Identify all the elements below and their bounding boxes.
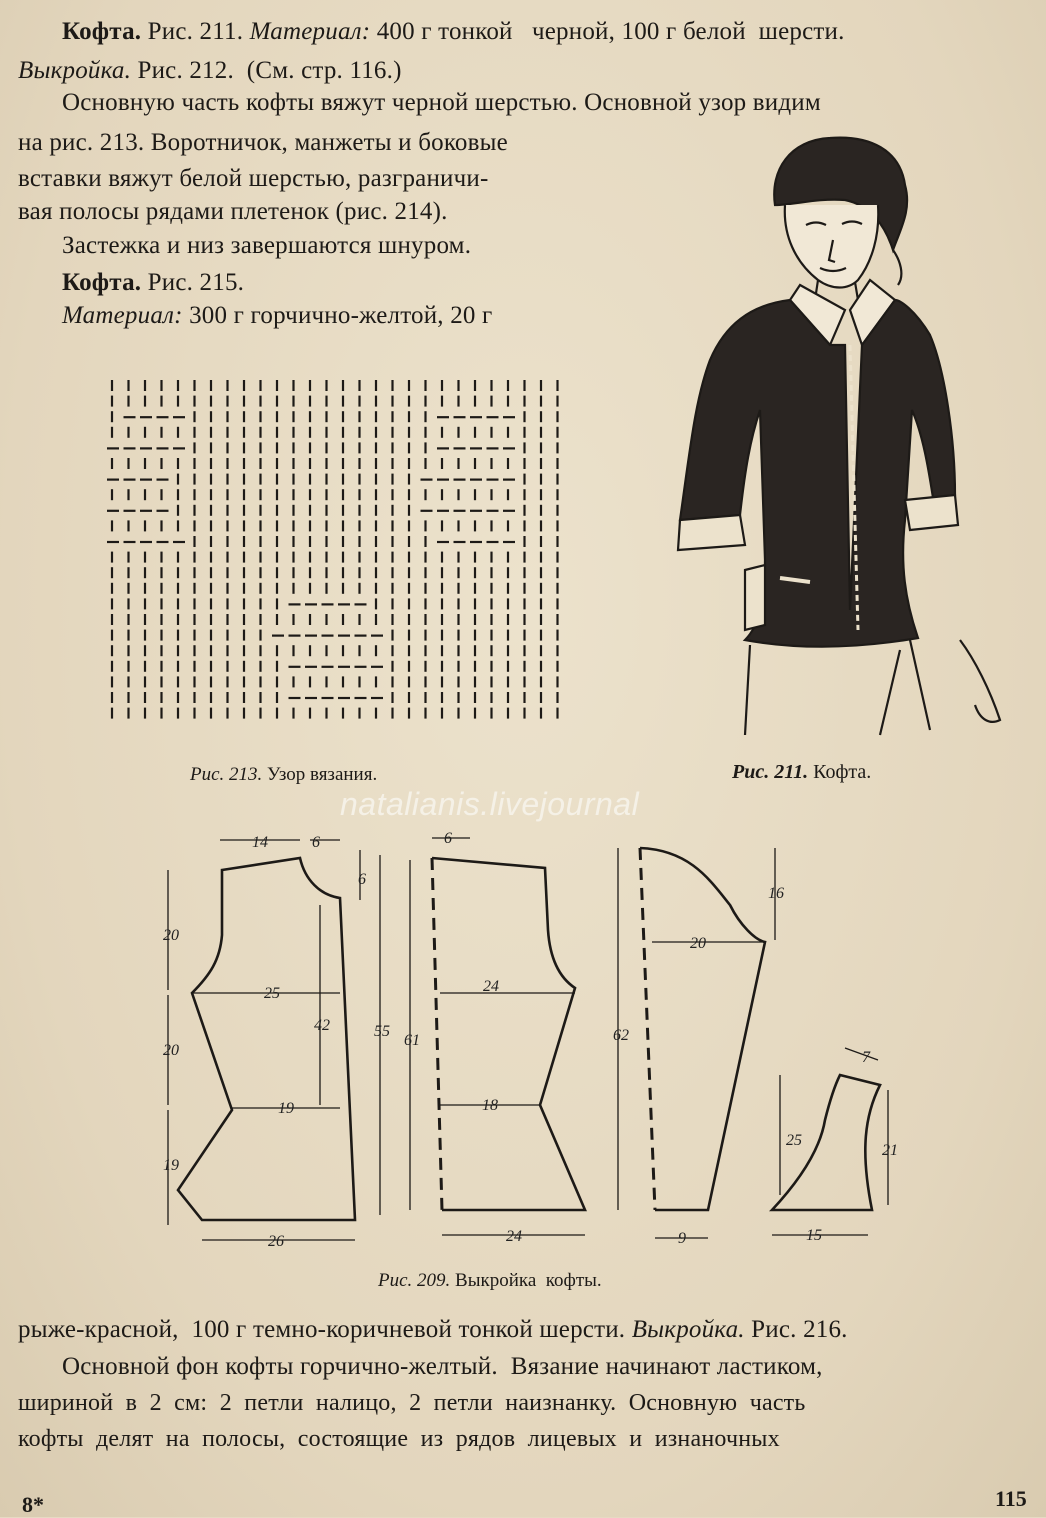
text-span: Материал: [249, 18, 371, 45]
text-span: Рис. 215. [141, 269, 245, 296]
caption-text: Выкройка кофты. [450, 1270, 602, 1291]
dim-label: 20 [690, 935, 706, 952]
dim-label: 24 [506, 1228, 522, 1245]
dim-label: 62 [613, 1027, 629, 1044]
dim-label: 15 [806, 1227, 822, 1244]
text-span: Рис. 211. [141, 18, 250, 45]
watermark: natalianis.livejournal [340, 786, 640, 822]
caption-text: Узор вязания. [262, 764, 378, 785]
dim-label: 6 [358, 871, 366, 888]
dim-label: 9 [678, 1230, 686, 1247]
heading-kofta: Кофта. [62, 18, 142, 45]
text-line-b1 [18, 1316, 848, 1344]
page-number: 115 [995, 1486, 1027, 1511]
dim-label: 18 [482, 1097, 498, 1114]
heading-kofta-2: Кофта. [62, 269, 142, 296]
text-line-3: Основную часть кофты вяжут черной шерстью. Основной узор видим [62, 89, 821, 116]
caption-label: Рис. 211. [732, 761, 809, 783]
text-span: Рис. 212. (См. стр. 116.) [131, 57, 402, 84]
caption-text: Кофта. [808, 761, 872, 783]
text-span: 300 г горчично-желтой, 20 г [182, 302, 493, 329]
text-span: рыже-красной, 100 г темно-коричневой тонкой шерсти. [18, 1316, 632, 1343]
text-line-b3: шириной в 2 см: 2 петли налицо, 2 петли наизнанку. Основную часть [18, 1390, 806, 1416]
text-span: Выкройка. [18, 57, 132, 84]
dim-label: 14 [252, 834, 268, 851]
dim-label: 25 [786, 1132, 802, 1149]
dim-label: 21 [882, 1142, 898, 1159]
dim-label: 55 [374, 1023, 390, 1040]
text-span: Материал: [62, 302, 183, 329]
text-line-6: вая полосы рядами плетенок (рис. 214). [18, 198, 448, 225]
dim-label: 42 [314, 1017, 330, 1034]
dim-label: 6 [444, 830, 452, 847]
dimension-labels [163, 830, 898, 1250]
dim-label: 26 [268, 1233, 284, 1250]
dim-label: 20 [163, 927, 179, 944]
caption-label: Рис. 213. [190, 764, 263, 785]
text-span: 400 г тонкой черной, 100 г белой шерсти. [370, 18, 845, 45]
caption-fig209 [378, 1270, 602, 1292]
dim-label: 6 [312, 834, 320, 851]
signature-mark: 8* [22, 1492, 44, 1517]
dim-label: 19 [163, 1157, 179, 1174]
caption-label: Рис. 209. [378, 1270, 451, 1291]
dim-label: 16 [768, 885, 784, 902]
dim-label: 61 [404, 1032, 420, 1049]
text-line-5: вставки вяжут белой шерстью, разграничи- [18, 165, 489, 192]
text-line-b4: кофты делят на полосы, состоящие из рядов лицевых и изнаночных [18, 1426, 780, 1452]
dim-label: 7 [862, 1049, 870, 1066]
dim-label: 25 [264, 985, 280, 1002]
text-span: Выкройка. [631, 1316, 745, 1343]
dim-label: 19 [278, 1100, 294, 1117]
text-line-7: Застежка и низ завершаются шнуром. [62, 232, 472, 259]
text-line-b2: Основной фон кофты горчично-желтый. Вязание начинают ластиком, [62, 1353, 823, 1380]
text-span: Рис. 216. [744, 1316, 848, 1343]
dim-label: 24 [483, 978, 499, 995]
text-line-4: на рис. 213. Воротничок, манжеты и боковые [18, 129, 508, 156]
dim-label: 20 [163, 1042, 179, 1059]
